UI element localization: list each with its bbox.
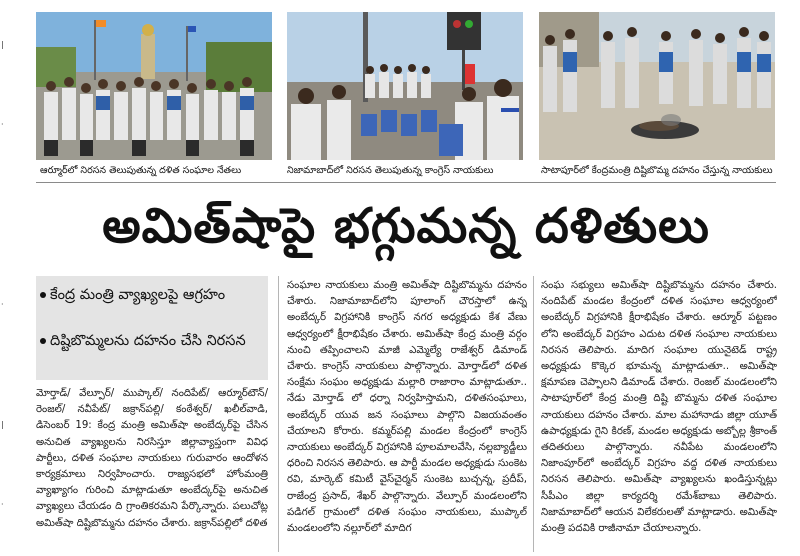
- article-column-1: మోర్తాడ్/ వేల్పూర్/ ముప్కాల్/ నందిపేట్/ ఆర్మూర్‌టౌన్/ రెంజల్/ నవీపేట్/ జక్రాన్‌పల్లి/ కంఠేశ్వర్/ ఖలీల్‌వాడి, డిసెంబర్ 19: కేంద్ర మంత్రి అమిత్‌షా అంబేద్కర్‌పై చేసిన అనుచిత వ్యాఖ్యలను నిరసిస్తూ జిల్లావ్యాప్తంగా వివిధ పార్టీలు, దళిత సంఘాల నాయకులు గురువారం ఆందోళన కార్యక్రమాలు నిర్వహించారు. రాజ్యసభలో హోంమంత్రి వ్యాఖ్యాగం గురించి మాట్లాడుతూ అంబేద్కర్‌పై అనుచిత వ్యాఖ్యలు చేయడం ది గ్రాంతికరమని పేర్కొన్నారు. పలుచోట్ల అమిత్‌షా దిష్టిబొమ్మను దహనం చేశారు. జక్రాన్‌పల్లిలో దళిత: [36, 388, 268, 529]
- gutter-mark: |: [1, 420, 4, 429]
- photo-caption: సాటాపూర్‌లో కేంద్రమంత్రి దిష్టిబొమ్మ దహనం చేస్తున్న నాయకులు: [541, 165, 773, 176]
- highlight-item: [50, 286, 260, 305]
- gutter-mark: ·: [1, 120, 4, 129]
- gutter-mark: |: [1, 40, 4, 49]
- photo-nizamabad-protest: [287, 12, 523, 160]
- photo-satapur-effigy: [539, 12, 775, 160]
- article-column-2: సంఘాల నాయకులు మంత్రి అమిత్‌షా దిష్టిబొమ్మను దహనం చేశారు. నిజామాబాద్‌లోని పూలాంగ్ చౌరస్తాలో ఉన్న అంబేద్కర్ విగ్రహానికి కాంగ్రెస్ నగర అధ్యక్షుడు కేశ వేణు ఆధ్వర్యంలో క్షీరాభిషేకం చేశారు. అమిత్‌షా కేంద్ర మంత్రి వర్గం నుంచి తప్పించాలని మాజీ ఎమ్మెల్యే రాజేశ్వర్ డిమాండ్ చేశారు. కాంగ్రెస్ నాయకులు పాల్గొన్నారు. మోర్తాడ్‌లో దళిత సంక్షేమ సంఘం అధ్యక్షుడు మల్లారి రాజారాం మాట్లాడుతూ.. నేడు మోర్తాడ్ లో ధర్నా నిర్వహిస్తామని, దళితసంఘాలు, అంబేద్కర్ యువ జన సంఘాలు పాల్గొని విజయవంతం చేయాలని కోరారు. కమ్మర్‌పల్లి మండల కేంద్రంలో కాంగ్రెస్ నాయకులు అంబేద్కర్ విగ్రహానికి పూలమాలవేసి, నల్లబ్యాడ్జీలు ధరించి నిరసన తెలిపారు. ఆ పార్టీ మండల అధ్యక్షుడు సుంకెట రవి, మార్కెట్ కమిటీ వైస్‌చైర్మన్ సుంకెట బుచ్చన్న, ప్రదీప్, రాజేంద్ర ప్రసాద్, శేఖర్ పాల్గొన్నారు. వేల్పూర్ మండలంలోని పడిగల్ గ్రామంలో దళిత సంఘం నాయకులు, ముప్కాల్ మండలంలోని నల్లూర్‌లో మాదిగ: [287, 280, 527, 535]
- highlight-text: కేంద్ర మంత్రి వ్యాఖ్యలపై ఆగ్రహం: [50, 287, 226, 303]
- photo-caption: ఆర్మూర్‌లో నిరసన తెలుపుతున్న దళిత సంఘాల నేతలు: [40, 165, 242, 176]
- gutter-mark: ·: [1, 500, 4, 509]
- article-column-3: సంఘ సభ్యులు అమిత్‌షా దిష్టిబొమ్మను దహనం చేశారు. నందిపేట్ మండల కేంద్రంలో దళిత సంఘాల ఆధ్వర్యంలో అంబేద్కర్ విగ్రహానికి క్షీరాభిషేకం చేశారు. ఆర్మూర్ పట్టణం లోని అంబేద్కర్ విగ్రహం ఎదుట దళిత సంఘాల నాయకులు నిరసన తెలిపారు. మాదిగ సంఘాల యునైటెడ్ రాష్ట్ర అధ్యక్షుడు కొక్కెర భూమన్న మాట్లాడుతూ.. అమిత్‌షా క్షమాపణ చెప్పాలని డిమాండ్ చేశారు. రెంజల్ మండలంలోని సాటాపూర్‌లో కేంద్ర మంత్రి దిష్టి బొమ్మను దళిత సంఘాల నాయకులు దహనం చేశారు. మాల మహానాడు జిల్లా యూత్ ఉపాధ్యక్షుడు గైని కిరణ్, మండల అధ్యక్షుడు అబ్బోల్ల శ్రీకాంత్ తదితరులు పాల్గొన్నారు. నవీపేట మండలంలోని నిజాంపూర్‌లో అంబేద్కర్ విగ్రహం వద్ద దళిత నాయకులు నిరసన తెలిపారు. అమిత్‌షా వ్యాఖ్యలను ఖండిస్తున్నట్లు సీపీఎం జిల్లా కార్యదర్శి రమేశ్‌బాబు తెలిపారు. నిజామాబాద్‌లో ఆయన విలేకరులతో మాట్లాడారు. అమిత్‌షా మంత్రి పదవికి రాజీనామా చేయాలన్నారు.: [541, 280, 777, 535]
- column-divider: [278, 276, 279, 552]
- headline: అమిత్‌షాపై భగ్గుమన్న దళితులు: [102, 198, 710, 254]
- gutter-mark: ·: [1, 300, 4, 309]
- bullet-icon: [40, 338, 46, 344]
- column-divider: [533, 276, 534, 552]
- photo-caption: నిజామాబాద్‌లో నిరసన తెలుపుతున్న కాంగ్రెస్ నాయకులు: [287, 165, 494, 176]
- highlight-item: [50, 332, 260, 351]
- highlights-box: [36, 276, 268, 380]
- highlight-text: దిష్టిబొమ్మలను దహనం చేసి నిరసన: [50, 333, 246, 349]
- bullet-icon: [40, 292, 46, 298]
- section-divider: [36, 182, 776, 183]
- photo-armoor-protest: [36, 12, 272, 160]
- page-gutter: [0, 0, 14, 556]
